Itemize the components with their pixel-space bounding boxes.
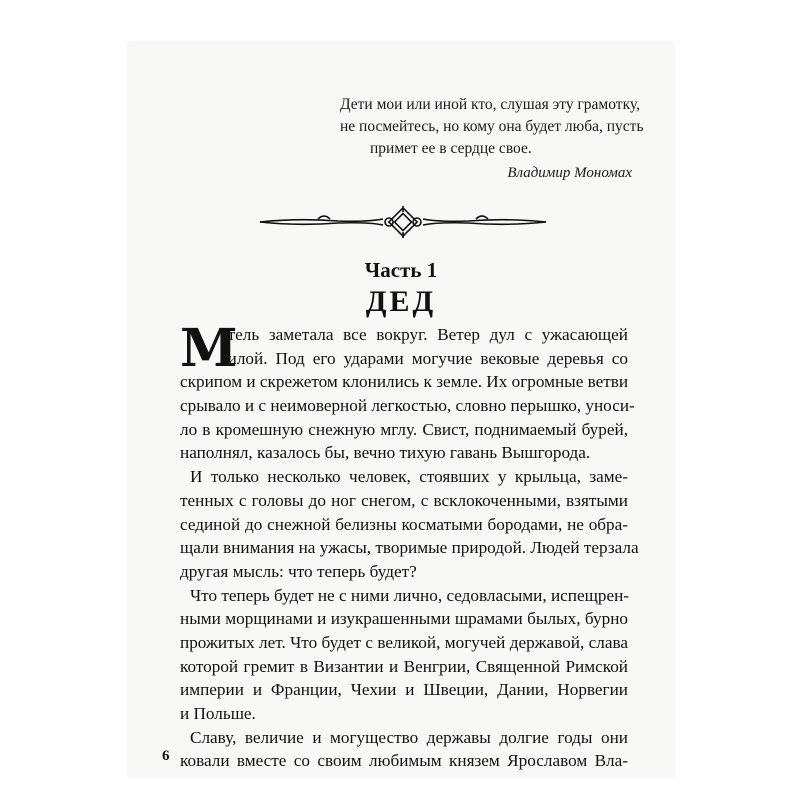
part-title: Часть 1	[364, 258, 438, 282]
text-line: силой. Под его ударами могучие вековые деревья со	[220, 348, 628, 368]
text-line: Славу, величие и могущество державы долгие годы они	[190, 727, 628, 747]
drop-cap: М	[180, 318, 238, 379]
text-line: И только несколько человек, стоявших у крыльца, заме-	[190, 467, 628, 487]
body-text	[180, 318, 639, 773]
text-line: Что теперь будет не с ними лично, седовласыми, испещрен-	[190, 585, 629, 605]
text-line: ковали вместе со своим любимым князем Ярославом Вла-	[180, 751, 628, 771]
text-line: тенных с головы до ног снегом, с всклокоченными, взятыми	[180, 490, 628, 510]
epigraph-line: не посмейтесь, но кому она будет люба, пусть	[340, 118, 644, 135]
text-line: етель заметала все вокруг. Ветер дул с ужасающей	[220, 325, 628, 344]
decorative-knot-icon	[258, 202, 548, 242]
text-line: прожитых лет. Что будет с великой, могучей державой, слава	[180, 632, 628, 652]
epigraph	[340, 94, 644, 184]
text-line: и Польше.	[180, 704, 256, 723]
text-line: скрипом и скрежетом клонились к земле. Их огромные ветви	[180, 372, 629, 392]
epigraph-line: примет ее в сердце свое.	[370, 140, 532, 157]
text-line: империи и Франции, Чехии и Швеции, Дании, Норвегии	[180, 680, 628, 700]
text-line: срывало и с неимоверной легкостью, словно перышко, уноси-	[180, 396, 635, 416]
text-line: наполнял, казалось бы, вечно тихую гавань Вышгорода.	[180, 443, 591, 463]
epigraph-author: Владимир Мономах	[507, 165, 632, 181]
text-line: щали внимания на ужасы, творимые природой. Людей терзала	[180, 538, 639, 558]
text-line: сединой до снежной белизны косматыми бородами, не обра-	[180, 514, 628, 534]
text-line: другая мысль: что теперь будет?	[180, 561, 417, 581]
text-line: которой гремит в Византии и Венгрии, Священной Римской	[180, 656, 628, 676]
page-number: 6	[162, 748, 170, 764]
chapter-title: ДЕД	[365, 285, 437, 318]
text-line: ными морщинами и изукрашенными шрамами былых, бурно	[180, 609, 628, 629]
text-line: ло в кромешную снежную мглу. Свист, поднимаемый бурей,	[180, 419, 628, 439]
epigraph-line: Дети мои или иной кто, слушая эту грамотку,	[340, 96, 640, 113]
